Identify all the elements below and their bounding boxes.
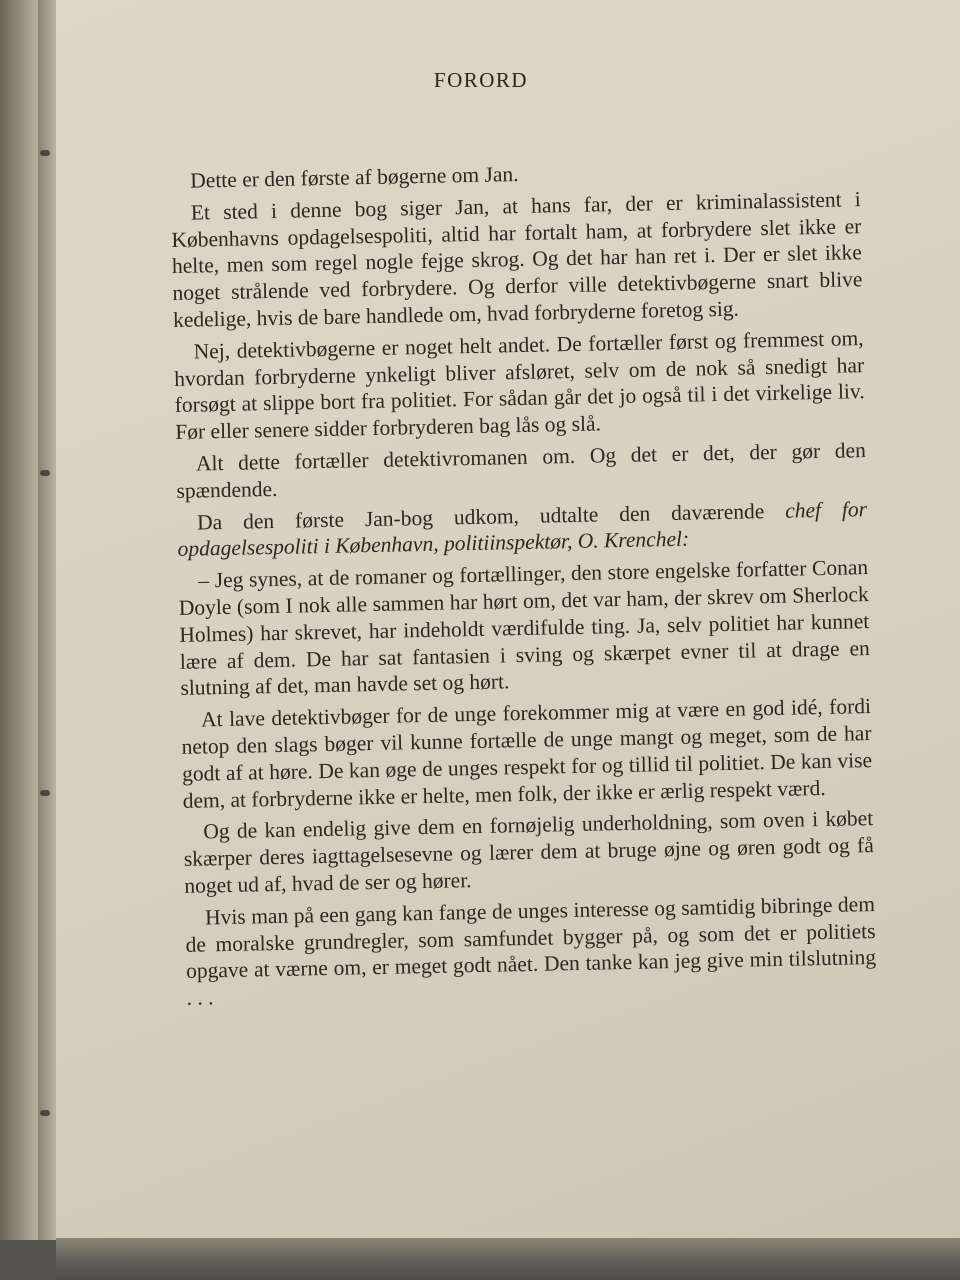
paragraph: Et sted i denne bog siger Jan, at hans far, der er kriminalassistent i Københavns opdagelsespoliti, altid har fortalt ham, at forbrydere slet ikke er helte, men som regel nogle fejge skrog. Og det har han ret i. Der er slet ikke noget strålende ved forbrydere. Og derfor ville detektivbøgerne snart blive kedelige, hvis de bare handlede om, hvad forbryderne foretog sig. [171,186,863,332]
quote-intro: Da den første Jan-bog udkom, udtalte den daværende [196,498,765,535]
facing-page-edge [0,0,38,1240]
quote-paragraph: Hvis man på een gang kan fange de unges interesse og samtidig bibringe dem de moralske grundregler, som samfundet bygger på, og som det er politiets opgave at værne om, er meget godt nået. Den tanke kan jeg give min tilslutning . . . [185,891,877,1010]
binding-stitch [40,790,50,796]
quote-paragraph: – Jeg synes, at de romaner og fortællinger, den store engelske forfatter Conan Doyle (som I nok alle sammen har hørt om, det var ham, der skrev om Sherlock Holmes) har skrevet, har indeholdt værdifulde ting. Ja, selv politiet har kunnet lære af dem. De har sat fantasien i sving og skærpet evner til at drage en slutning af det, man havde set og hørt. [178,555,871,701]
quote-intro-italic: chef for opdagelsespoliti i København, politiinspektør, O. Krenchel: [177,496,868,562]
quote-paragraph: At lave detektivbøger for de unge forekommer mig at være en god idé, fordi netop den slags bøger vil kunne fortælle de unge mangt og meget, som de har godt af at høre. De kan øge de unges respekt for og tillid til politiet. De kan vise dem, at forbryderne ikke er helte, men folk, der ikke er ærlig respekt værd. [181,694,873,813]
paragraph: Nej, detektivbøgerne er noget helt andet. De fortæller først og fremmest om, hvordan forbryderne ynkeligt bliver afsløret, selv om de nok så snedigt har forsøgt at slippe bort fra politiet. For sådan går det jo også til i det virkelige liv. Før eller senere sidder forbryderen bag lås og slå. [173,325,865,445]
binding-stitch [40,1110,50,1116]
page-bottom-shadow [56,1238,960,1280]
paragraph: Dette er den første af bøgerne om Jan. [190,162,519,193]
body-text [170,154,877,1017]
binding-stitch [40,470,50,476]
page-title: FORORD [433,68,529,92]
quote-paragraph: Og de kan endelig give dem en fornøjelig underholdning, som oven i købet skærper deres iagttagelsesevne og lærer dem at bruge øjne og øren godt og få noget ud af, hvad de ser og hører. [183,806,874,898]
quote-intro-paragraph [177,496,868,563]
paragraph: Alt dette fortæller detektivromanen om. Og det er det, der gør den spændende. [176,438,867,503]
binding-stitch [40,150,50,156]
